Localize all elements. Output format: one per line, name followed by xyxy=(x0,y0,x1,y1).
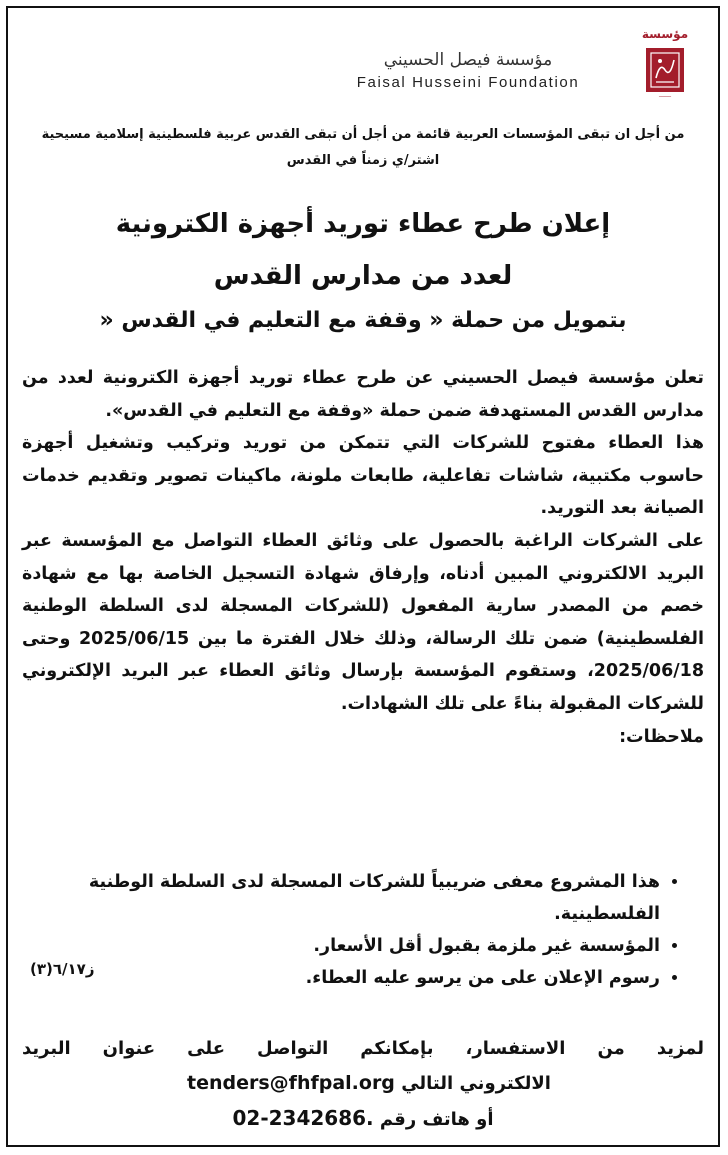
body-paragraph-2: هذا العطاء مفتوح للشركات التي تتمكن من توريد وتركيب وتشغيل أجهزة حاسوب مكتبية، شاشات تفاعلية، طابعات ملونة، ماكينات تصوير وتقديم خدمات الصيانة بعد التوريد. xyxy=(22,433,704,519)
title-line-1: إعلان طرح عطاء توريد أجهزة الكترونية xyxy=(115,209,611,239)
logo-top-text: مؤسسة xyxy=(641,27,689,41)
logo-caption: ──── xyxy=(658,94,672,100)
footer-line-1: لمزيد من الاستفسار، بإمكانكم التواصل على عنوان البريد xyxy=(22,1038,704,1059)
foundation-logo xyxy=(634,26,696,106)
advertisement-frame xyxy=(6,6,720,1147)
notes-heading: ملاحظات: xyxy=(619,726,704,747)
announcement-title xyxy=(18,198,708,302)
body-paragraph-1: تعلن مؤسسة فيصل الحسيني عن طرح عطاء توريد أجهزة الكترونية لعدد من مدارس القدس المستهدفة ضمن حملة «وقفة مع التعليم في القدس». xyxy=(22,368,704,421)
footer-line-2 xyxy=(22,1066,704,1101)
tagline-line-2: اشتر/ي زمناً في القدس xyxy=(286,153,440,168)
tagline xyxy=(26,122,700,174)
brand-name xyxy=(318,50,618,91)
contact-email-link[interactable]: tenders@fhfpal.org xyxy=(187,1072,395,1094)
body-paragraph-3: على الشركات الراغبة بالحصول على وثائق العطاء التواصل مع المؤسسة عبر البريد الالكتروني المبين أدناه، وإرفاق شهادة التسجيل الخاصة بها مع شهادة خصم من المصدر سارية المفعول (للشركات المسجلة لدى السلطة الوطنية الفلسطينية) ضمن تلك الرسالة، وذلك خلال الفترة ما بين 2025/06/15 وحتى 2025/06/18، وستقوم المؤسسة بإرسال وثائق العطاء عبر البريد الإلكتروني للشركات المقبولة بناءً على تلك الشهادات. xyxy=(22,530,704,714)
header xyxy=(8,22,718,108)
funding-subtitle: بتمويل من حملة « وقفة مع التعليم في القدس « xyxy=(99,308,627,333)
note-item: • هذا المشروع معفى ضريبياً للشركات المسجلة لدى السلطة الوطنية الفلسطينية. xyxy=(22,866,660,930)
notes-list xyxy=(22,866,690,994)
emblem-icon xyxy=(650,52,680,88)
note-item: • رسوم الإعلان على من يرسو عليه العطاء. xyxy=(22,962,660,994)
announcement-body xyxy=(22,362,704,753)
phone-label: أو هاتف رقم xyxy=(379,1109,494,1130)
note-item: • المؤسسة غير ملزمة بقبول أقل الأسعار. xyxy=(22,930,660,962)
footer-email-label: الالكتروني التالي xyxy=(401,1073,551,1094)
brand-name-arabic: مؤسسة فيصل الحسيني xyxy=(383,50,553,70)
title-line-2: لعدد من مدارس القدس xyxy=(213,261,513,291)
contact-phone[interactable]: 02-2342686. xyxy=(232,1106,374,1130)
footer-line-3 xyxy=(22,1101,704,1137)
logo-emblem xyxy=(646,48,684,92)
brand-name-english: Faisal Husseini Foundation xyxy=(356,74,580,91)
reference-code: ز٦/١٧(٣) xyxy=(30,960,95,978)
contact-footer xyxy=(22,1032,704,1137)
tagline-line-1: من أجل ان تبقى المؤسسات العربية قائمة من أجل أن تبقى القدس عربية فلسطينية إسلامية مسيحية xyxy=(41,127,685,142)
